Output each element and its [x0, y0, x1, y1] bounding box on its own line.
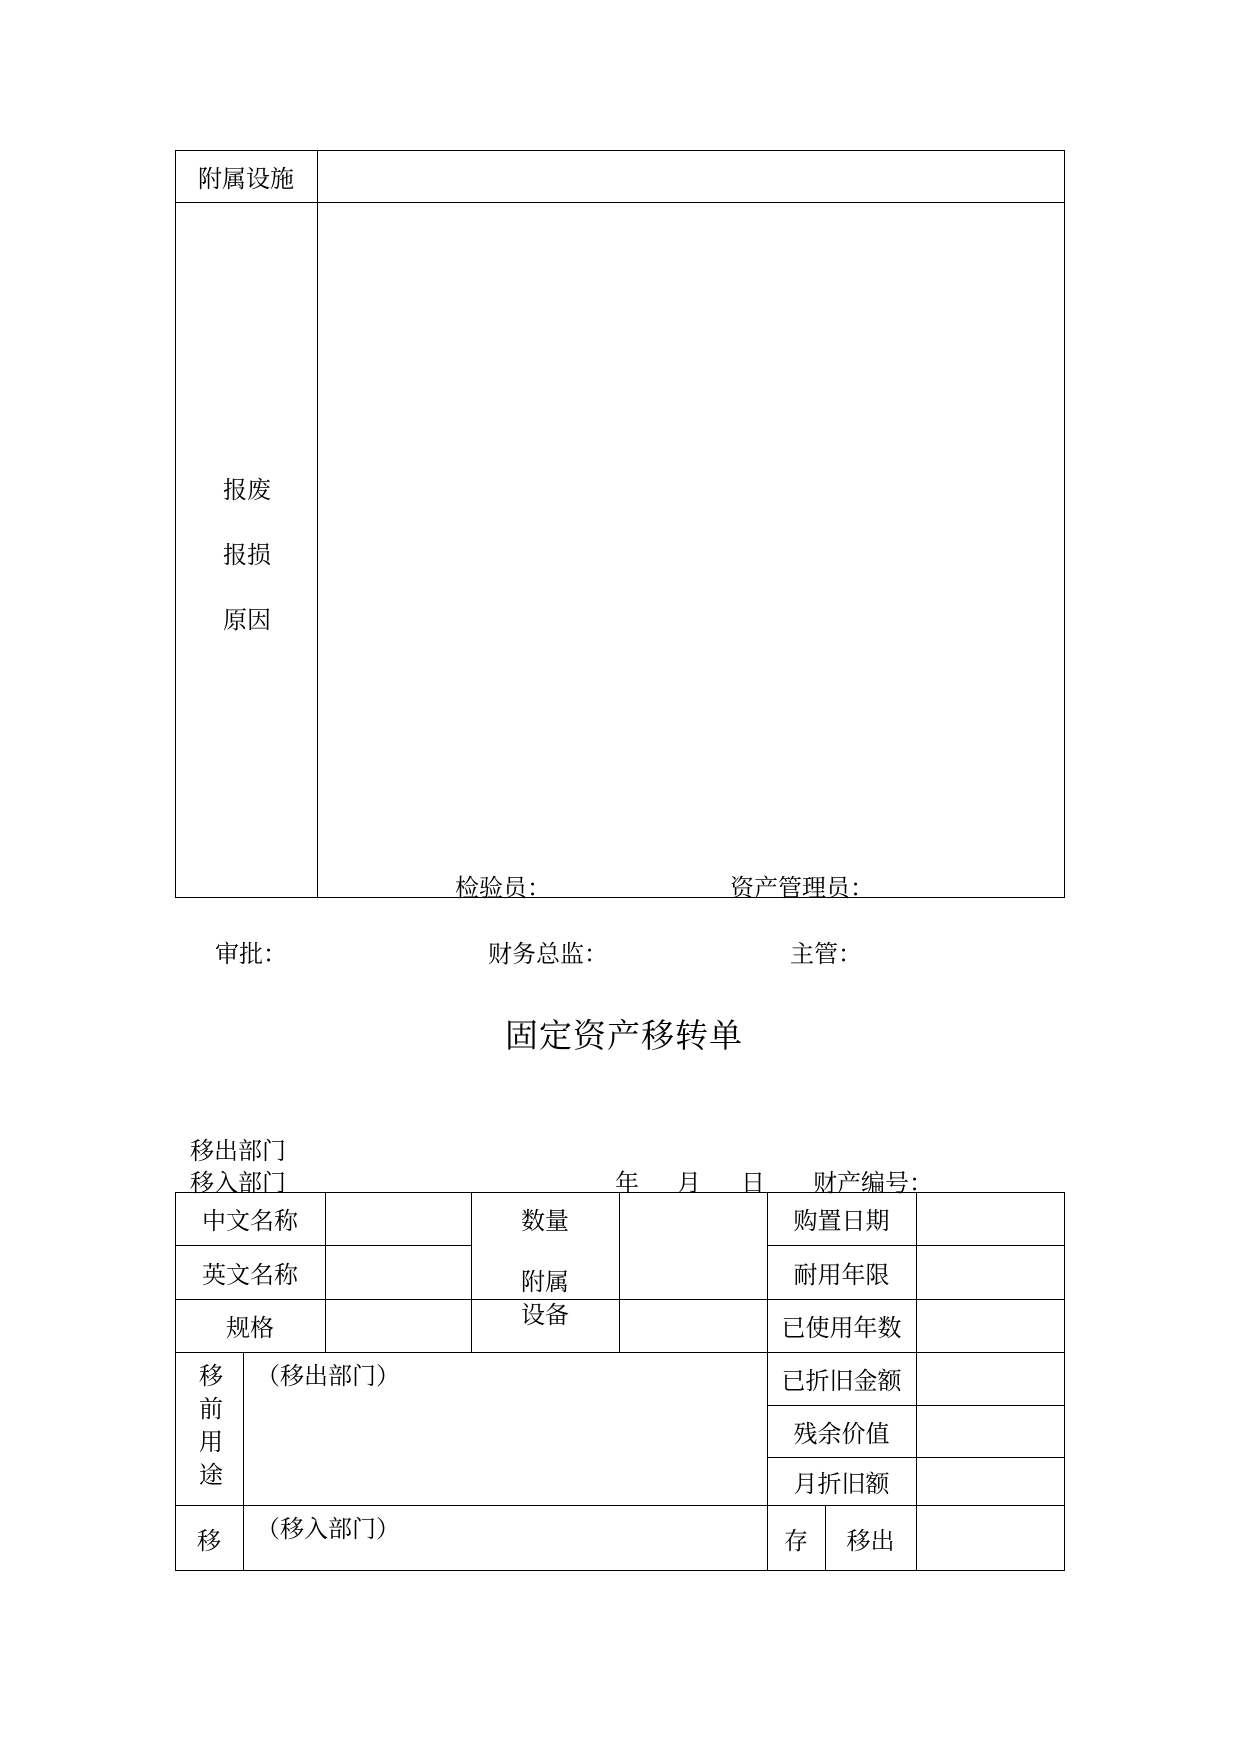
attached-equipment-label-1: 附属: [521, 1268, 569, 1296]
scrap-reason-label-1: 报废: [223, 476, 271, 504]
transfer-title: 固定资产移转单: [505, 1016, 743, 1055]
in-dept-label: 移入部门: [190, 1169, 286, 1197]
scrap-reason-value[interactable]: [318, 203, 1064, 853]
finance-director-label: 财务总监：: [488, 940, 608, 968]
date-day-label: 日: [741, 1169, 765, 1197]
post-move-label: 移: [197, 1526, 221, 1555]
post-move-value[interactable]: [244, 1536, 766, 1570]
quantity-value[interactable]: [620, 1193, 766, 1244]
asset-number-label: 财产编号：: [813, 1169, 933, 1197]
spec-label: 规格: [226, 1314, 274, 1342]
monthly-depreciation-label: 月折旧额: [793, 1469, 890, 1498]
purchase-date-label: 购置日期: [793, 1207, 890, 1235]
approve-label: 审批：: [215, 940, 287, 968]
pre-move-use-note: （移出部门）: [256, 1362, 400, 1390]
years-used-value[interactable]: [917, 1300, 1064, 1351]
supervisor-label: 主管：: [790, 940, 862, 968]
residual-value-label: 残余价值: [793, 1419, 890, 1448]
quantity-label: 数量: [521, 1207, 569, 1235]
spec-value[interactable]: [326, 1300, 470, 1351]
move-out-label: 移出: [846, 1526, 895, 1555]
pre-move-use-char-4: 途: [199, 1461, 223, 1489]
attached-equipment-label: [471, 1266, 619, 1332]
pre-move-use-char-1: 移: [199, 1362, 223, 1390]
purchase-date-value[interactable]: [917, 1193, 1064, 1244]
scrap-reason-label-2: 报损: [223, 541, 271, 569]
attached-facilities-value[interactable]: [318, 150, 1064, 202]
attached-facilities-label: 附属设施: [198, 164, 294, 193]
depreciated-amount-label: 已折旧金额: [781, 1367, 902, 1395]
service-life-value[interactable]: [917, 1246, 1064, 1298]
attached-equipment-label-2: 设备: [521, 1301, 569, 1329]
asset-manager-label: 资产管理员：: [730, 874, 874, 902]
stock-label: 存: [784, 1526, 808, 1555]
depreciated-amount-value[interactable]: [917, 1353, 1064, 1404]
pre-move-use-char-2: 前: [199, 1395, 223, 1423]
post-move-note: （移入部门）: [256, 1515, 400, 1543]
pre-move-use-char-3: 用: [199, 1428, 223, 1456]
chinese-name-label: 中文名称: [202, 1207, 298, 1235]
english-name-label: 英文名称: [202, 1260, 298, 1289]
scrap-reason-label-3: 原因: [223, 606, 271, 634]
residual-value-value[interactable]: [917, 1406, 1064, 1456]
monthly-depreciation-value[interactable]: [917, 1458, 1064, 1504]
move-out-value[interactable]: [917, 1506, 1064, 1570]
attached-equipment-value[interactable]: [620, 1246, 766, 1351]
inspector-label: 检验员：: [455, 874, 551, 902]
english-name-value[interactable]: [326, 1246, 470, 1298]
date-month-label: 月: [677, 1169, 701, 1197]
service-life-label: 耐用年限: [793, 1260, 890, 1289]
pre-move-use-label: [191, 1360, 231, 1492]
pre-move-use-value[interactable]: [244, 1386, 766, 1504]
out-dept-label: 移出部门: [190, 1137, 286, 1165]
date-year-label: 年: [615, 1169, 639, 1197]
chinese-name-value[interactable]: [326, 1193, 470, 1244]
years-used-label: 已使用年数: [781, 1314, 902, 1342]
